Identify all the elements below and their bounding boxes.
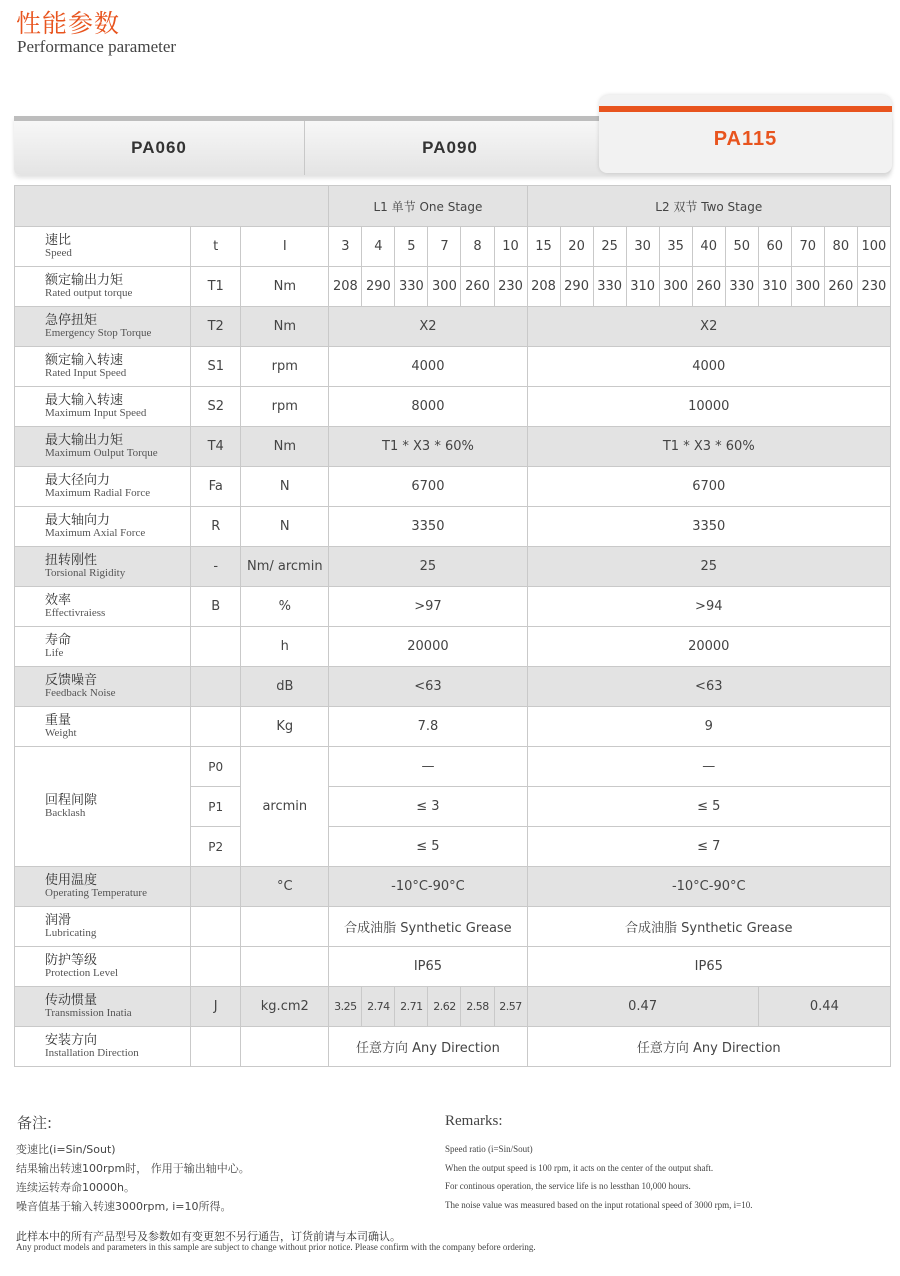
row-label: 使用温度 Operating Temperature xyxy=(15,867,191,907)
stage1-value: 4000 xyxy=(329,347,527,387)
stage1-value: X2 xyxy=(329,307,527,347)
torque-value: 310 xyxy=(758,267,791,307)
stage1-value: 6700 xyxy=(329,467,527,507)
stage2-value: T1 * X3 * 60% xyxy=(527,427,890,467)
row-max-output-torque xyxy=(15,427,891,467)
speed-value: 25 xyxy=(593,227,626,267)
row-rated-input-speed xyxy=(15,347,891,387)
remarks-en-title: Remarks: xyxy=(445,1113,503,1129)
row-symbol xyxy=(191,947,241,987)
stage1-value: 20000 xyxy=(329,627,527,667)
row-label: 寿命 Life xyxy=(15,627,191,667)
torque-value: 300 xyxy=(791,267,824,307)
torque-value: 260 xyxy=(692,267,725,307)
stage2-value: -10°C-90°C xyxy=(527,867,890,907)
row-transmission-inertia xyxy=(15,987,891,1027)
stage2-value: ≤ 5 xyxy=(527,787,890,827)
row-symbol xyxy=(191,907,241,947)
remarks-en xyxy=(445,1140,753,1214)
stage2-value: IP65 xyxy=(527,947,890,987)
row-symbol xyxy=(191,867,241,907)
row-speed xyxy=(15,227,891,267)
row-rated-torque xyxy=(15,267,891,307)
row-symbol: B xyxy=(191,587,241,627)
tab-pa115-label: PA115 xyxy=(713,128,778,150)
stage2-value: — xyxy=(527,747,890,787)
row-unit: N xyxy=(241,467,329,507)
row-unit xyxy=(241,1027,329,1067)
stage1-value: T1 * X3 * 60% xyxy=(329,427,527,467)
row-label: 最大输入转速 Maximum Input Speed xyxy=(15,387,191,427)
inertia-value: 2.71 xyxy=(395,987,428,1027)
speed-value: 10 xyxy=(494,227,527,267)
row-symbol: R xyxy=(191,507,241,547)
speed-value: 40 xyxy=(692,227,725,267)
torque-value: 300 xyxy=(428,267,461,307)
stage1-value: — xyxy=(329,747,527,787)
inertia-value: 2.62 xyxy=(428,987,461,1027)
torque-value: 330 xyxy=(395,267,428,307)
row-label: 反馈噪音 Feedback Noise xyxy=(15,667,191,707)
row-symbol: T1 xyxy=(191,267,241,307)
inertia-value: 2.57 xyxy=(494,987,527,1027)
remarks-cn-title: 备注: xyxy=(17,1114,53,1132)
torque-value: 260 xyxy=(824,267,857,307)
row-symbol: P1 xyxy=(191,787,241,827)
remark-en-line: For continous operation, the service life is no lessthan 10,000 hours. xyxy=(445,1181,691,1191)
speed-value: 7 xyxy=(428,227,461,267)
row-operating-temperature xyxy=(15,867,891,907)
speed-value: 4 xyxy=(362,227,395,267)
inertia-value: 0.44 xyxy=(758,987,890,1027)
stage2-value: 20000 xyxy=(527,627,890,667)
row-unit: rpm xyxy=(241,347,329,387)
stage2-value: 4000 xyxy=(527,347,890,387)
row-label: 最大输出力矩 Maximum Oulput Torque xyxy=(15,427,191,467)
row-max-radial-force xyxy=(15,467,891,507)
stage2-value: 10000 xyxy=(527,387,890,427)
row-unit: Kg xyxy=(241,707,329,747)
stage1-value: >97 xyxy=(329,587,527,627)
row-unit: h xyxy=(241,627,329,667)
inertia-value: 2.58 xyxy=(461,987,494,1027)
stage1-value: 3350 xyxy=(329,507,527,547)
remark-en-line: When the output speed is 100 rpm, it acts on the center of the output shaft. xyxy=(445,1162,714,1173)
row-symbol: S1 xyxy=(191,347,241,387)
speed-value: 50 xyxy=(725,227,758,267)
stage1-value: 合成油脂 Synthetic Grease xyxy=(329,907,527,947)
inertia-value: 2.74 xyxy=(362,987,395,1027)
row-feedback-noise xyxy=(15,667,891,707)
row-unit: rpm xyxy=(241,387,329,427)
performance-table xyxy=(14,185,891,1067)
remark-en-line: Speed ratio (i=Sin/Sout) xyxy=(445,1144,533,1154)
header-blank xyxy=(15,186,329,227)
row-symbol: t xyxy=(191,227,241,267)
active-tab-indicator xyxy=(599,106,892,112)
row-unit: dB xyxy=(241,667,329,707)
row-symbol xyxy=(191,707,241,747)
torque-value: 300 xyxy=(659,267,692,307)
row-lubricating xyxy=(15,907,891,947)
torque-value: 208 xyxy=(329,267,362,307)
stage1-value: ≤ 5 xyxy=(329,827,527,867)
row-label: 安装方向 Installation Direction xyxy=(15,1027,191,1067)
row-symbol: Fa xyxy=(191,467,241,507)
row-unit: Nm xyxy=(241,267,329,307)
tab-pa060[interactable]: PA060 xyxy=(131,138,187,157)
row-label: 效率 Effectivraiess xyxy=(15,587,191,627)
row-unit: Nm xyxy=(241,307,329,347)
torque-value: 230 xyxy=(857,267,890,307)
row-symbol: T4 xyxy=(191,427,241,467)
row-symbol: - xyxy=(191,547,241,587)
remark-en-line: The noise value was measured based on the input rotational speed of 3000 rpm, i=10. xyxy=(445,1199,753,1210)
speed-value: 20 xyxy=(560,227,593,267)
row-unit xyxy=(241,907,329,947)
stage2-value: 25 xyxy=(527,547,890,587)
row-unit: N xyxy=(241,507,329,547)
torque-value: 290 xyxy=(362,267,395,307)
stage1-value: IP65 xyxy=(329,947,527,987)
remark-cn-line: 连续运转寿命10000h。 xyxy=(16,1181,135,1194)
disclaimer-cn: 此样本中的所有产品型号及参数如有变更恕不另行通告，订货前请与本司确认。 xyxy=(16,1230,401,1243)
row-label: 最大轴向力 Maximum Axial Force xyxy=(15,507,191,547)
page-title-en: Performance parameter xyxy=(17,37,177,56)
row-label: 速比 Speed xyxy=(15,227,191,267)
speed-value: 30 xyxy=(626,227,659,267)
stage1-value: 8000 xyxy=(329,387,527,427)
stage1-value: 25 xyxy=(329,547,527,587)
inertia-value: 0.47 xyxy=(527,987,758,1027)
stage1-value: 7.8 xyxy=(329,707,527,747)
speed-value: 60 xyxy=(758,227,791,267)
disclaimer-en: Any product models and parameters in this sample are subject to change without prior notice. Please confirm with the company before ordering. xyxy=(16,1242,536,1252)
row-unit: Nm/ arcmin xyxy=(241,547,329,587)
speed-value: 100 xyxy=(857,227,890,267)
stage1-value: <63 xyxy=(329,667,527,707)
torque-value: 330 xyxy=(725,267,758,307)
row-symbol xyxy=(191,1027,241,1067)
stage2-value: 合成油脂 Synthetic Grease xyxy=(527,907,890,947)
row-unit: I xyxy=(241,227,329,267)
row-label: 额定输出力矩 Rated output torque xyxy=(15,267,191,307)
row-label: 额定输入转速 Rated Input Speed xyxy=(15,347,191,387)
torque-value: 310 xyxy=(626,267,659,307)
row-label: 重量 Weight xyxy=(15,707,191,747)
speed-value: 35 xyxy=(659,227,692,267)
speed-value: 8 xyxy=(461,227,494,267)
row-symbol xyxy=(191,667,241,707)
speed-value: 5 xyxy=(395,227,428,267)
row-symbol: P2 xyxy=(191,827,241,867)
row-protection-level xyxy=(15,947,891,987)
row-unit: % xyxy=(241,587,329,627)
remark-cn-line: 结果输出转速100rpm时， 作用于输出轴中心。 xyxy=(16,1162,250,1175)
row-symbol xyxy=(191,627,241,667)
row-installation-direction xyxy=(15,1027,891,1067)
row-label: 传动惯量 Transmission Inatia xyxy=(15,987,191,1027)
row-backlash-p0 xyxy=(15,747,891,787)
row-label: 扭转刚性 Torsional Rigidity xyxy=(15,547,191,587)
stage2-value: 3350 xyxy=(527,507,890,547)
row-label: 润滑 Lubricating xyxy=(15,907,191,947)
remark-cn-line: 噪音值基于输入转速3000rpm, i=10所得。 xyxy=(16,1200,232,1213)
torque-value: 230 xyxy=(494,267,527,307)
row-unit: kg.cm2 xyxy=(241,987,329,1027)
stage2-value: >94 xyxy=(527,587,890,627)
row-torsional-rigidity xyxy=(15,547,891,587)
row-symbol: T2 xyxy=(191,307,241,347)
row-max-input-speed xyxy=(15,387,891,427)
tab-pa115[interactable] xyxy=(599,95,892,173)
stage2-value: 9 xyxy=(527,707,890,747)
row-unit: Nm xyxy=(241,427,329,467)
remarks-cn xyxy=(16,1140,250,1216)
stage2-value: X2 xyxy=(527,307,890,347)
torque-value: 260 xyxy=(461,267,494,307)
row-life xyxy=(15,627,891,667)
speed-value: 80 xyxy=(824,227,857,267)
stage2-value: 任意方向 Any Direction xyxy=(527,1027,890,1067)
inertia-value: 3.25 xyxy=(329,987,362,1027)
row-label: 最大径向力 Maximum Radial Force xyxy=(15,467,191,507)
remark-cn-line: 变速比(i=Sin/Sout) xyxy=(16,1143,116,1156)
row-unit: arcmin xyxy=(241,747,329,867)
table-header-row xyxy=(15,186,891,227)
row-unit: °C xyxy=(241,867,329,907)
stage1-value: 任意方向 Any Direction xyxy=(329,1027,527,1067)
stage1-value: ≤ 3 xyxy=(329,787,527,827)
stage1-header: L1 单节 One Stage xyxy=(329,186,527,227)
row-emergency-stop-torque xyxy=(15,307,891,347)
speed-value: 70 xyxy=(791,227,824,267)
row-label: 急停扭矩 Emergency Stop Torque xyxy=(15,307,191,347)
torque-value: 208 xyxy=(527,267,560,307)
page-title-cn: 性能参数 xyxy=(16,9,121,38)
row-label: 回程间隙 Backlash xyxy=(15,747,191,867)
stage1-value: -10°C-90°C xyxy=(329,867,527,907)
stage2-value: <63 xyxy=(527,667,890,707)
stage2-value: 6700 xyxy=(527,467,890,507)
row-symbol: J xyxy=(191,987,241,1027)
row-efficiency xyxy=(15,587,891,627)
row-symbol: S2 xyxy=(191,387,241,427)
stage2-value: ≤ 7 xyxy=(527,827,890,867)
tab-pa090[interactable]: PA090 xyxy=(304,121,595,175)
speed-value: 3 xyxy=(329,227,362,267)
row-unit xyxy=(241,947,329,987)
row-max-axial-force xyxy=(15,507,891,547)
torque-value: 290 xyxy=(560,267,593,307)
row-label: 防护等级 Protection Level xyxy=(15,947,191,987)
speed-value: 15 xyxy=(527,227,560,267)
row-symbol: P0 xyxy=(191,747,241,787)
row-weight xyxy=(15,707,891,747)
torque-value: 330 xyxy=(593,267,626,307)
stage2-header: L2 双节 Two Stage xyxy=(527,186,890,227)
